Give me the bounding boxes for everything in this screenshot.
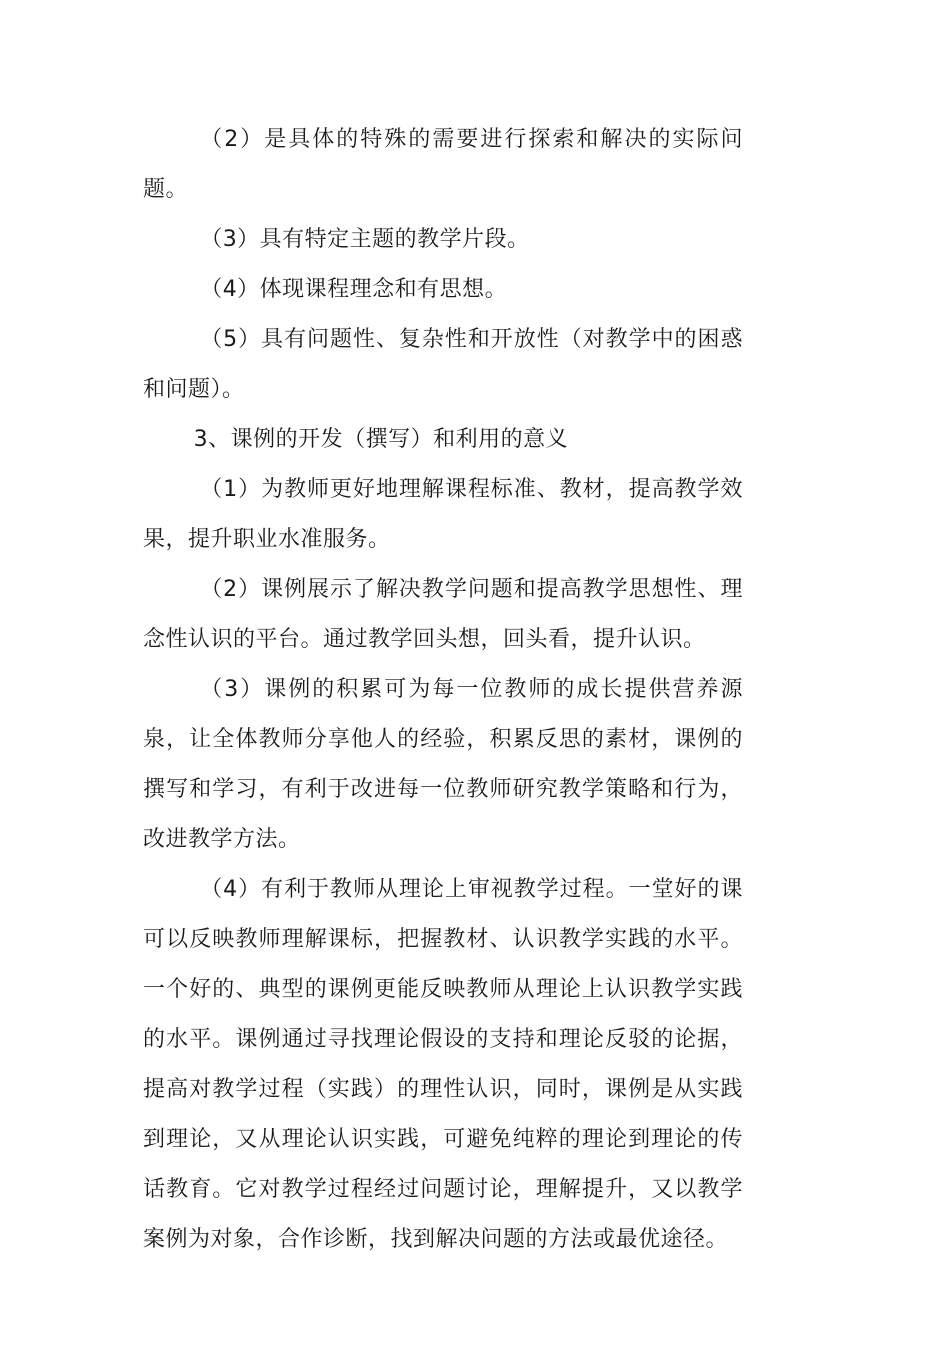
significance-item-3: （3）课例的积累可为每一位教师的成长提供营养源泉，让全体教师分享他人的经验，积累反思的素材，课例的撰写和学习，有利于改进每一位教师研究教学策略和行为，改进教学方法。 (143, 677, 743, 852)
significance-item-2: （2）课例展示了解决教学问题和提高教学思想性、理念性认识的平台。通过教学回头想，回头看，提升认识。 (143, 577, 743, 652)
significance-item-1: （1）为教师更好地理解课程标准、教材，提高教学效果，提升职业水准服务。 (143, 477, 743, 552)
paragraph-item-4: （4）体现课程理念和有思想。 (200, 277, 508, 302)
significance-item-4: （4）有利于教师从理论上审视教学过程。一堂好的课可以反映教师理解课标，把握教材、认识教学实践的水平。一个好的、典型的课例更能反映教师从理论上认识教学实践的水平。课例通过寻找理论假设的支持和理论反驳的论据，提高对教学过程（实践）的理性认识，同时，课例是从实践到理论，又从理论认识实践，可避免纯粹的理论到理论的传话教育。它对教学过程经过问题讨论，理解提升，又以教学案例为对象，合作诊断，找到解决问题的方法或最优途径。 (143, 877, 743, 1252)
body-text (143, 115, 743, 1265)
paragraph-item-3: （3）具有特定主题的教学片段。 (200, 227, 530, 252)
section-heading: 3、课例的开发（撰写）和利用的意义 (193, 427, 569, 452)
paragraph-item-2: （2）是具体的特殊的需要进行探索和解决的实际问题。 (143, 127, 743, 202)
paragraph-item-5: （5）具有问题性、复杂性和开放性（对教学中的困惑和问题）。 (143, 327, 743, 402)
